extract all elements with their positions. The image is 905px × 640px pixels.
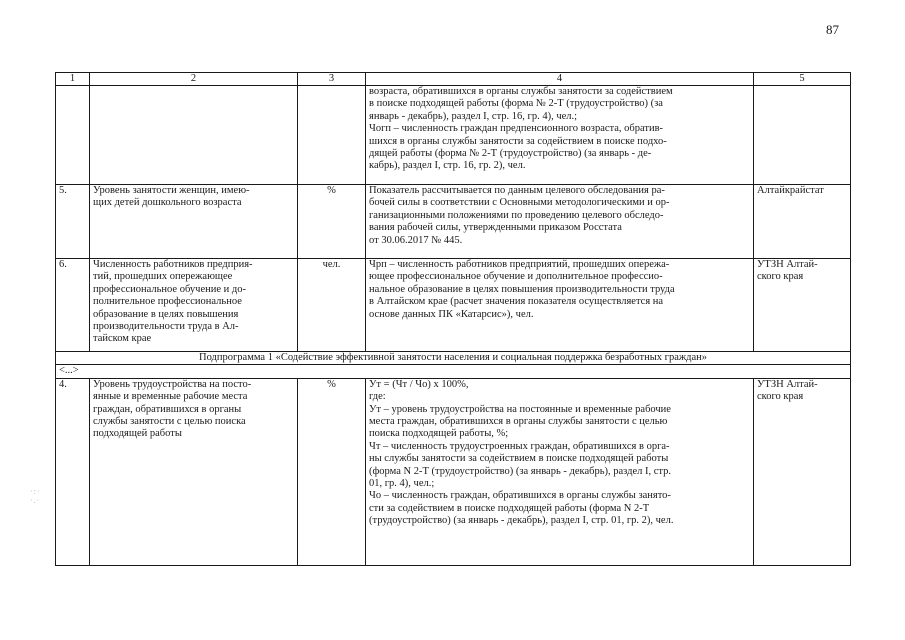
header-cell-4: 4 — [366, 73, 754, 86]
subprogram-title: Подпрограмма 1 «Содействие эффективной занятости населения и социальная поддержка безработных граждан» — [56, 352, 851, 365]
row-num-cell: 5. — [56, 185, 90, 259]
indicator-table — [55, 72, 851, 566]
subprogram-row — [56, 352, 851, 365]
header-cell-5: 5 — [754, 73, 851, 86]
row-source-cell: УТЗН Алтай- ского края — [754, 259, 851, 352]
row-source-cell: Алтайкрайстат — [754, 185, 851, 259]
row-source-cell: УТЗН Алтай- ского края — [754, 378, 851, 565]
row-unit-cell: % — [298, 185, 366, 259]
row-num-cell — [56, 86, 90, 185]
table-header-row — [56, 73, 851, 86]
row-num-cell: 6. — [56, 259, 90, 352]
row-name-cell: Уровень трудоустройства на посто- янные и временные рабочие места граждан, обратившихся в органы службы занятости с целью поиска подходящей работы — [90, 378, 298, 565]
formula-text: Ут = (Чт / Чо) х 100%, — [369, 378, 469, 390]
row-unit-cell: % — [298, 378, 366, 565]
row-source-cell — [754, 86, 851, 185]
header-cell-2: 2 — [90, 73, 298, 86]
row-name-cell: Численность работников предприя- тий, прошедших опережающее профессиональное обучение и до- полнительное профессиональное образование в целях повышения производительности труда в Ал- тайском крае — [90, 259, 298, 352]
row-description-cell: возраста, обратившихся в органы службы занятости за содействием в поиске подходящей работы (форма № 2-Т (трудоустройство) (за январь - декабрь), раздел I, стр. 16, гр. 4), чел.; Чогп – численность граждан предпенсионного возраста, обратив- шихся в органы службы занятости за содействием в поиске подхо- дящей работы (форма № 2-Т (трудоустройство) (за январь - де- кабрь), раздел I, стр. 16, гр. 2), чел. — [366, 86, 754, 185]
row-unit-cell: чел. — [298, 259, 366, 352]
row-num-cell: 4. — [56, 378, 90, 565]
row-unit-cell — [298, 86, 366, 185]
row-name-cell: Уровень занятости женщин, имею- щих детей дошкольного возраста — [90, 185, 298, 259]
table-row-5 — [56, 185, 851, 259]
table-row-continuation — [56, 86, 851, 185]
header-cell-3: 3 — [298, 73, 366, 86]
page-number: 87 — [826, 22, 839, 37]
row-description-cell: Чрп – численность работников предприятий, прошедших опережа- ющее профессиональное обучение и дополнительное профессио- нальное образование в целях повышения производительности труда в Алтайском крае (расчет значения показателя осуществляется на основе данных ПК «Катарсис»), чел. — [366, 259, 754, 352]
scan-artifact: ·:· ·.· — [30, 487, 41, 505]
ellipsis-row — [56, 365, 851, 378]
header-cell-1: 1 — [56, 73, 90, 86]
row-description-cell: Показатель рассчитывается по данным целевого обследования ра- бочей силы в соответствии с Основными методологическими и ор- ганизационными положениями по проведению целевого обследо- вания рабочей силы, утвержденными приказом Росстата от 30.06.2017 № 445. — [366, 185, 754, 259]
formula-explanation: где: Ут – уровень трудоустройства на постоянные и временные рабочие места граждан, обратившихся в органы службы занятости с целью поиска подходящей работы, %; Чт – численность трудоустроенных граждан, обратившихся в орга- ны службы занятости за содействием в поиске подходящей работы (форма N 2-Т (трудоустройство) (за январь - декабрь), раздел I, стр. 01, гр. 4), чел.; Чо – численность граждан, обратившихся в органы службы занято- сти за содействием в поиске подходящей работы (форма N 2-Т (трудоустройство) (за январь - декабрь), раздел I, стр. 01, гр. 2), чел. — [369, 391, 674, 527]
table-row-6 — [56, 259, 851, 352]
row-name-cell — [90, 86, 298, 185]
omitted-rows-marker: <...> — [56, 365, 851, 378]
row-description-cell — [366, 378, 754, 565]
table-row-4 — [56, 378, 851, 565]
